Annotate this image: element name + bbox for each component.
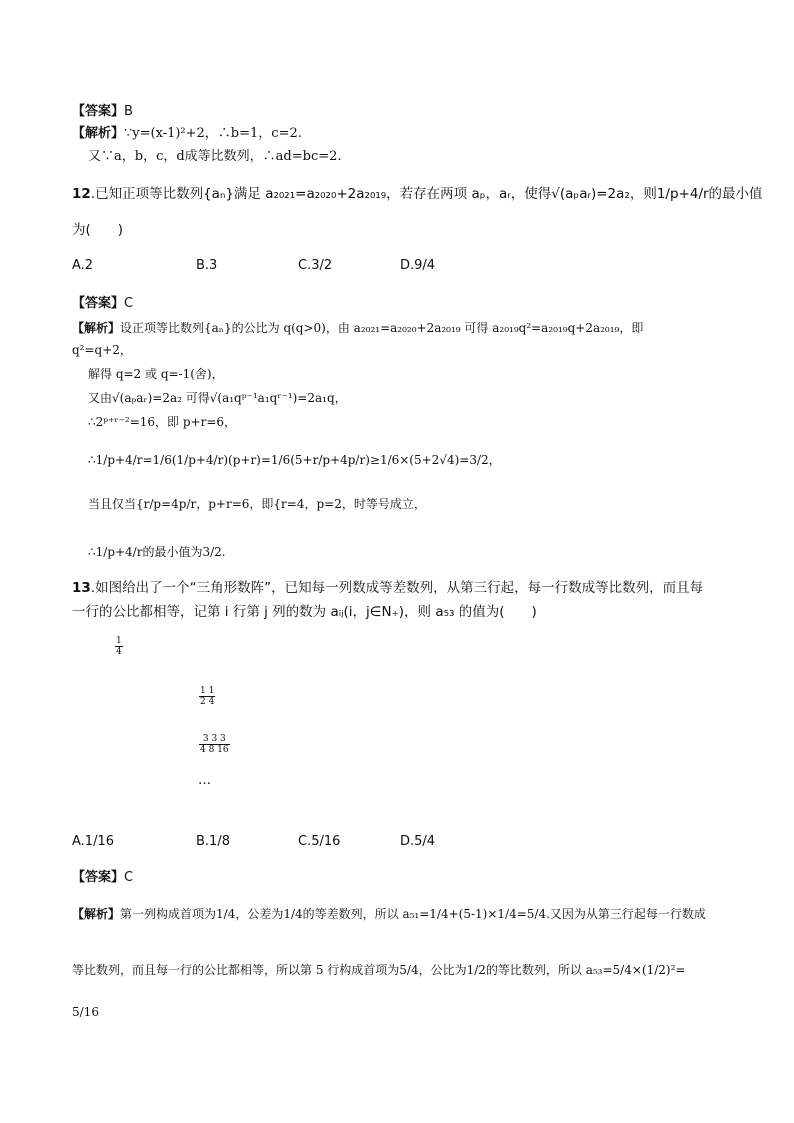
analysis-label: 【解析】 [72,907,121,921]
q12-sol-line2: q²=q+2， [72,343,132,357]
q12-sol-line4: 又由√(aₚaᵣ)=2a₂ 可得√(a₁qᵖ⁻¹a₁qʳ⁻¹)=2a₁q， [88,391,347,405]
q12-sol-line3: 解得 q=2 或 q=-1(舍)， [88,367,224,381]
q11-analysis-line2: 又∵a，b，c，d成等比数列，∴ad=bc=2. [88,149,342,164]
answer-value: B [124,104,133,119]
q12-sol-line5: ∴2ᵖ⁺ʳ⁻²=16，即 p+r=6， [88,415,237,429]
answer-label: 【答案】 [72,870,125,885]
answer-label: 【答案】 [72,296,125,311]
analysis-label: 【解析】 [72,321,121,335]
q13-sol-line3: 5/16 [72,1005,99,1019]
q13-analysis-row [72,906,706,922]
q12-option-d: D.9/4 [400,258,436,273]
triangle-ellipsis: … [198,773,211,788]
question-text-line1: .如图给出了一个“三角形数阵”，已知每一列数成等差数列，从第三行起，每一行数成等比数列，而且每 [90,580,704,596]
q13-sol-line2: 等比数列，而且每一行的公比都相等，所以第 5 行构成首项为5/4，公比为1/2的等比数列，所以 a₅₃=5/4×(1/2)²= [72,963,686,977]
fraction: $\frac{1}{4}$ [116,636,122,657]
q12-sol-line7: 当且仅当{r/p=4p/r，p+r=6，即{r=4，p=2，时等号成立， [88,497,426,511]
answer-value: C [124,296,134,311]
question-number: 12 [72,186,91,202]
q13-option-a: A.1/16 [72,834,114,849]
q13-option-d: D.5/4 [400,834,436,849]
q13-stem-line2: 一行的公比都相等，记第 i 行第 j 列的数为 aᵢⱼ(i，j∈N₊)，则 a₅₃ 的值为( ) [72,604,537,620]
analysis-text: 设正项等比数列{aₙ}的公比为 q(q>0)，由 a₂₀₂₁=a₂₀₂₀+2a₂₀₁₉ 可得 a₂₀₁₉q²=a₂₀₁₉q+2a₂₀₁₉，即 [120,321,644,335]
q11-answer-row [72,104,133,120]
triangle-row-1 [114,636,124,657]
q12-answer-row [72,296,133,312]
q12-sol-line6: ∴1/p+4/r=1/6(1/p+4/r)(p+r)=1/6(5+r/p+4p/r)≥1/6×(5+2√4)=3/2， [88,453,501,467]
q12-analysis-row [72,320,643,336]
q13-option-b: B.1/8 [196,834,230,849]
triangle-row-3 [198,734,231,755]
q12-sol-line8: ∴1/p+4/r的最小值为3/2. [88,545,226,559]
analysis-text: ∵y=(x-1)²+2，∴b=1，c=2. [124,126,302,141]
answer-label: 【答案】 [72,104,125,119]
analysis-label: 【解析】 [72,126,125,141]
q12-stem-line2: 为( ) [72,222,124,238]
q12-stem [72,186,763,202]
analysis-text: 第一列构成首项为1/4，公差为1/4的等差数列，所以 a₅₁=1/4+(5-1)×1/4=5/4.又因为从第三行起每一行数成 [120,907,706,921]
q11-analysis-row [72,126,302,142]
q12-option-c: C.3/2 [298,258,333,273]
triangle-row-2 [198,686,216,707]
question-text-line1: .已知正项等比数列{aₙ}满足 a₂₀₂₁=a₂₀₂₀+2a₂₀₁₉，若存在两项 aₚ，aᵣ，使得√(aₚaᵣ)=2a₂，则1/p+4/r的最小值 [90,186,763,202]
fraction-row: $\frac{3 3 3}{4 8 16}$ [200,734,229,755]
question-number: 13 [72,580,91,596]
q12-option-a: A.2 [72,258,94,273]
q13-option-c: C.5/16 [298,834,341,849]
answer-value: C [124,870,134,885]
q13-answer-row [72,870,133,886]
fraction-row: $\frac{1 1}{2 4}$ [200,686,215,707]
q12-option-b: B.3 [196,258,218,273]
q13-stem [72,580,703,596]
